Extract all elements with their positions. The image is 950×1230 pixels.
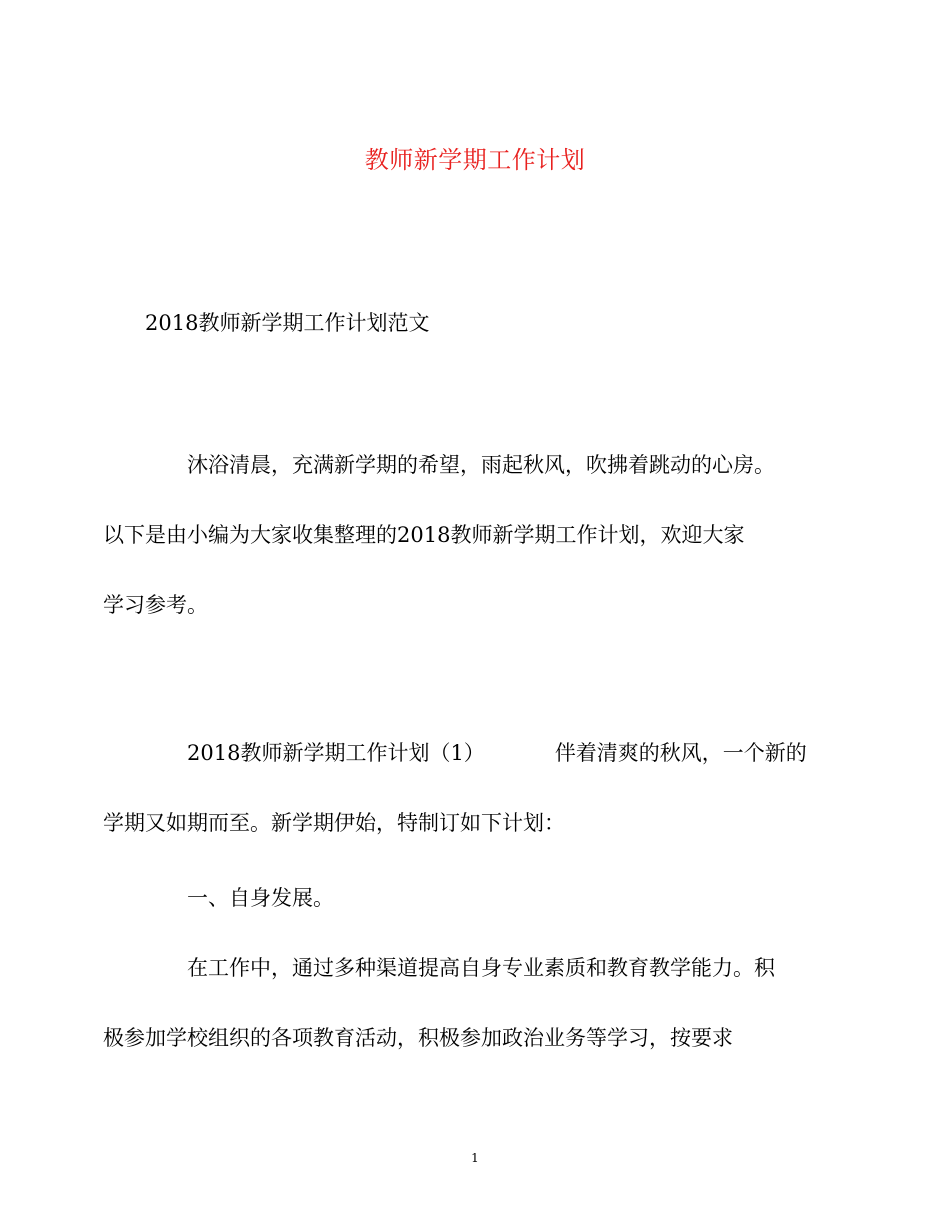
plan1-line-2: 学期又如期而至。新学期伊始，特制订如下计划：	[103, 811, 565, 835]
section1-heading-paragraph	[145, 863, 810, 933]
plan1-line-1-rest: 伴着清爽的秋风，一个新的	[554, 741, 807, 765]
plan1-paragraph	[103, 718, 810, 858]
intro-line-2: 以下是由小编为大家收集整理的2018教师新学期工作计划，欢迎大家	[103, 523, 745, 547]
plan1-line-1	[145, 718, 810, 788]
document-subtitle: 2018教师新学期工作计划范文	[145, 311, 430, 335]
section1-body-paragraph	[103, 933, 810, 1073]
section1-heading: 一、自身发展。	[187, 886, 334, 910]
document-title: 教师新学期工作计划	[364, 146, 586, 174]
intro-line-1: 沐浴清晨，充满新学期的希望，雨起秋风，吹拂着跳动的心房。	[187, 453, 775, 477]
plan1-heading: 2018教师新学期工作计划（1）	[187, 741, 485, 765]
page-number: 1	[471, 1151, 479, 1165]
intro-paragraph	[103, 430, 810, 640]
section1-body-line-1: 在工作中，通过多种渠道提高自身专业素质和教育教学能力。积	[187, 956, 775, 980]
intro-line-3: 学习参考。	[103, 593, 208, 617]
section1-body-line-2: 极参加学校组织的各项教育活动，积极参加政治业务等学习，按要求	[103, 1026, 733, 1050]
